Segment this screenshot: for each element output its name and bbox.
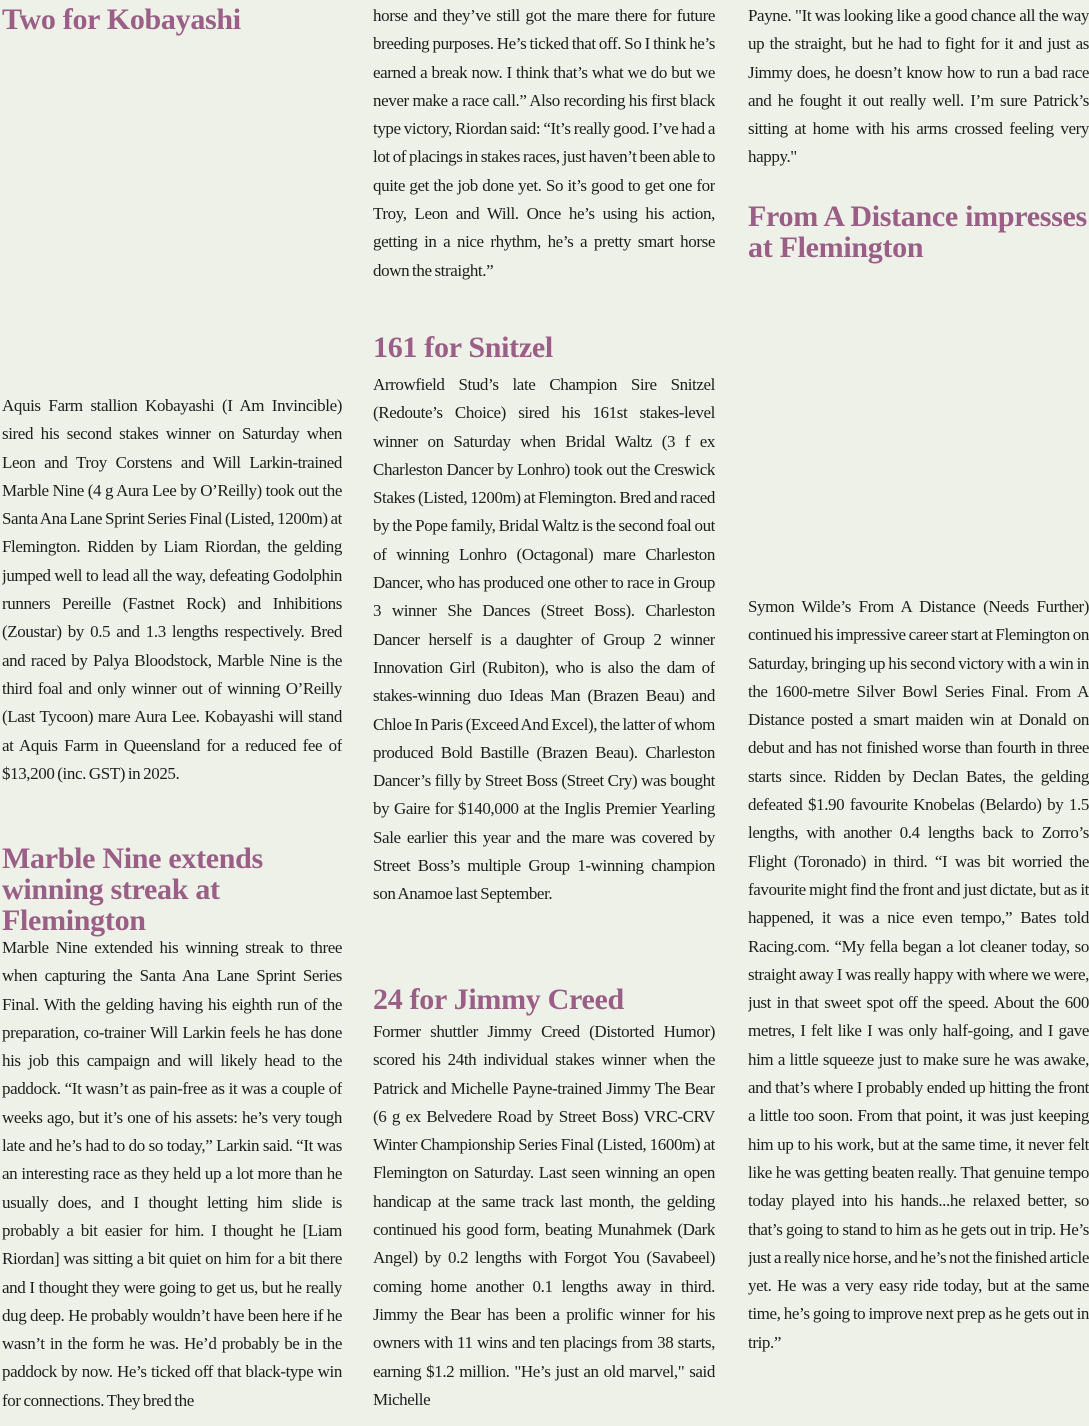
article-image-placeholder — [748, 265, 1089, 587]
article-heading-marble-nine: Marble Nine extends winning streak at Flemington — [2, 842, 263, 937]
column-left — [2, 0, 342, 1426]
article-paragraph-continued: horse and they’ve still got the mare there for future breeding purposes. He’s ticked that off. So I think he’s earned a break now. I think that’s what we do but we never make a race call.” Also recording his first black type victory, Riordan said: “It’s really good. I’ve had a lot of placings in stakes races, just haven’t been able to quite get the job done yet. So it’s good to get one for Troy, Leon and Will. Once he’s using his action, getting in a nice rhythm, he’s a pretty smart horse down the straight.” — [373, 6, 715, 280]
article-heading-from-a-distance: From A Distance impresses at Flemington — [748, 200, 1087, 264]
article-paragraph: Arrowfield Stud’s late Champion Sire Snitzel (Redoute’s Choice) sired his 161st stakes-level winner on Saturday when Bridal Waltz (3 f ex Charleston Dancer by Lonhro) took out the Creswick Stakes (Listed, 1200m) at Flemington. Bred and raced by the Pope family, Bridal Waltz is the second foal out of winning Lonhro (Octagonal) mare Charleston Dancer, who has produced one other to race in Group 3 winner She Dances (Street Boss). Charleston Dancer herself is a daughter of Group 2 winner Innovation Girl (Rubiton), who is also the dam of stakes-winning duo Ideas Man (Brazen Beau) and Chloe In Paris (Exceed And Excel), the latter of whom produced Bold Bastille (Brazen Beau). Charleston Dancer’s filly by Street Boss (Street Cry) was bought by Gaire for $140,000 at the Inglis Premier Yearling Sale earlier this year and the mare was covered by Street Boss’s multiple Group 1-winning champion son Anamoe last September. — [373, 375, 715, 904]
article-paragraph: Former shuttler Jimmy Creed (Distorted Humor) scored his 24th individual stakes winner when the Patrick and Michelle Payne-trained Jimmy The Bear (6 g ex Belvedere Road by Street Boss) VRC-CRV Winter Championship Series Final (Listed, 1600m) at Flemington on Saturday. Last seen winning an open handicap at the same track last month, the gelding continued his good form, beating Munahmek (Dark Angel) by 0.2 lengths with Forgot You (Savabeel) coming home another 0.1 lengths away in third. Jimmy the Bear has been a prolific winner for his owners with 11 wins and ten placings from 38 starts, earning $1.2 million. "He’s just an old marvel," said Michelle — [373, 1022, 715, 1409]
article-heading-two-for-kobayashi: Two for Kobayashi — [2, 3, 241, 36]
article-heading-24-for-jimmy-creed: 24 for Jimmy Creed — [373, 983, 624, 1016]
article-image-placeholder — [2, 58, 342, 388]
column-middle — [373, 0, 715, 1426]
article-paragraph: Symon Wilde’s From A Distance (Needs Further) continued his impressive career start at Flemington on Saturday, bringing up his second victory with a win in the 1600-metre Silver Bowl Series Final. From A Distance posted a smart maiden win at Donald on debut and has not finished worse than fourth in three starts since. Ridden by Declan Bates, the gelding defeated $1.90 favourite Knobelas (Belardo) by 1.5 lengths, with another 0.4 lengths back to Zorro’s Flight (Toronado) in third. “I was bit worried the favourite might find the front and just dictate, but as it happened, it was a nice even tempo,” Bates told Racing.com. “My fella began a lot cleaner today, so straight away I was really happy with where we were, just in that sweet spot off the speed. About the 600 metres, I felt like I was only half-going, and I gave him a little squeeze just to make sure he was awake, and that’s where I probably ended up hitting the front a little too soon. From that point, it was just keeping him up to his work, but at the same time, it never felt like he was getting beaten really. That genuine tempo today played into his hands...he relaxed better, so that’s going to stand to him as he gets out in trip. He’s just a really nice horse, and he’s not the finished article yet. He was a very easy ride today, but at the same time, he’s going to improve next prep as he gets out in trip.” — [748, 597, 1089, 1352]
column-right — [748, 0, 1089, 1426]
article-paragraph-continued: Payne. "It was looking like a good chance all the way up the straight, but he had to fight for it and just as Jimmy does, he doesn’t know how to run a bad race and he fought it out really well. I’m sure Patrick’s sitting at home with his arms crossed feeling very happy." — [748, 6, 1089, 167]
article-paragraph: Aquis Farm stallion Kobayashi (I Am Invincible) sired his second stakes winner on Saturday when Leon and Troy Corstens and Will Larkin-trained Marble Nine (4 g Aura Lee by O’Reilly) took out the Santa Ana Lane Sprint Series Final (Listed, 1200m) at Flemington. Ridden by Liam Riordan, the gelding jumped well to lead all the way, defeating Godolphin runners Pereille (Fastnet Rock) and Inhibitions (Zoustar) by 0.5 and 1.3 lengths respectively. Bred and raced by Palya Bloodstock, Marble Nine is the third foal and only winner out of winning O’Reilly (Last Tycoon) mare Aura Lee. Kobayashi will stand at Aquis Farm in Queensland for a reduced fee of $13,200 (inc. GST) in 2025. — [2, 396, 342, 783]
article-paragraph: Marble Nine extended his winning streak to three when capturing the Santa Ana Lane Sprint Series Final. With the gelding having his eighth run of the preparation, co-trainer Will Larkin feels he has done his job this campaign and will likely head to the paddock. “It wasn’t as pain-free as it was a couple of weeks ago, but it’s one of his assets: he’s very tough late and he’s had to do so today,” Larkin said. “It was an interesting race as they held up a lot more than he usually does, and I thought letting him slide is probably a bit easier for him. I thought he [Liam Riordan] was sitting a bit quiet on him for a bit there and I thought they were going to get us, but he really dug deep. He probably wouldn’t have been here if he wasn’t in the form he was. He’d probably be in the paddock by now. He’s ticked off that black-type win for connections. They bred the — [2, 938, 342, 1410]
article-heading-161-for-snitzel: 161 for Snitzel — [373, 331, 553, 364]
